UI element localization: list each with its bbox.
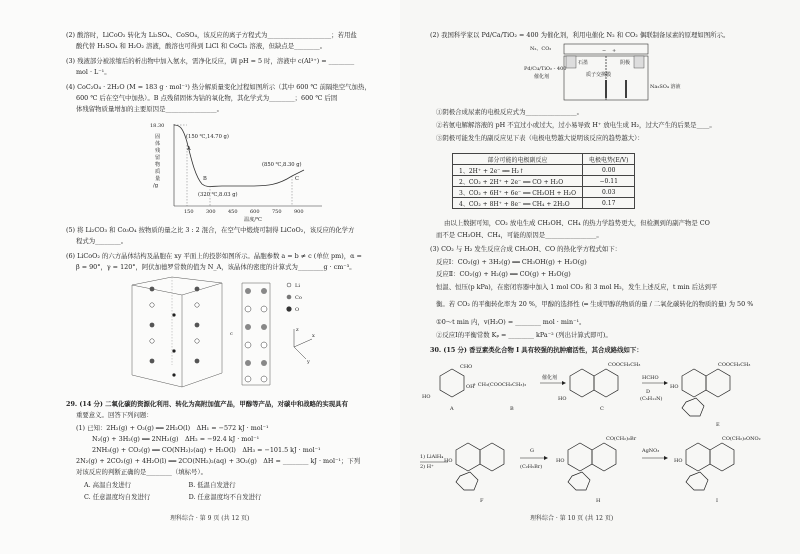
svg-text:CHO: CHO xyxy=(460,364,473,370)
equation-line: 反应Ⅱ：CO₂(g) + H₂(g) ══ CO(g) + H₂O(g) xyxy=(436,270,571,278)
compound-i xyxy=(674,435,761,504)
svg-text:900: 900 xyxy=(294,209,304,215)
svg-text:2) H⁺: 2) H⁺ xyxy=(420,464,434,470)
text-line: 体残留物质量增加的主要原因是________________。 xyxy=(76,105,223,113)
c-axis-label: c xyxy=(230,331,233,337)
svg-text:450: 450 xyxy=(228,209,238,215)
legend xyxy=(286,283,301,313)
legend-o: O xyxy=(295,307,300,313)
right-page xyxy=(400,0,800,554)
table-row xyxy=(453,165,635,176)
ylabel-char: 固 xyxy=(155,134,161,140)
x-axis-label: 温度/℃ xyxy=(244,217,262,223)
text-line: (5) 将 Li₂CO₃ 和 Co₃O₄ 按物质的量之比 3 : 2 混合，在空气中煅烧可制得 LiCoO₂，该反应的化学方 xyxy=(66,226,355,234)
page-footer: 理科综合 · 第 10 页 (共 12 页) xyxy=(530,515,614,522)
equation-line: N₂(g) + 3H₂(g) ══ 2NH₃(g) ΔH₂ = −92.4 kJ · mol⁻¹ xyxy=(92,435,260,443)
text-line: ②反应Ⅰ的平衡常数 Kₚ = ________ kPa⁻² (列出计算式即可)。 xyxy=(436,331,612,339)
text-line: (6) LiCoO₂ 的六方晶体结构及晶胞在 xy 平面上的投影如图所示。晶胞参数 a = b ≠ c (单位 pm)，α = xyxy=(66,252,362,260)
svg-text:Pd/Cu/TiO₂ - 400: Pd/Cu/TiO₂ - 400 xyxy=(524,66,567,72)
compound-f xyxy=(444,443,504,504)
equation-line: 2NH₃(g) + CO₂(g) ══ CO(NH₂)₂(aq) + H₂O(l) ΔH₃ = −101.5 kJ · mol⁻¹ xyxy=(92,446,321,454)
label-c: C xyxy=(600,406,604,412)
svg-text:(C₂H₅Br): (C₂H₅Br) xyxy=(520,464,543,470)
hexagonal-lattice xyxy=(132,277,222,387)
text-line: 而不是 CH₃OH、CH₄，可能的原因是________________。 xyxy=(436,231,603,239)
reaction-cell: 4、CO₂ + 8H⁺ + 8e⁻ ══ CH₄ + 2H₂O xyxy=(453,198,583,209)
text-line: ①0～t min 内，v(H₂O) = ________ mol · min⁻¹。 xyxy=(436,318,586,326)
y-axis-label xyxy=(153,132,161,189)
text-line: (3) 残液部分被浓缩后的析出物中加入氨水，需净化反应，调 pH = 5 时，溶液中 c(Al³⁺) = ________ xyxy=(66,57,355,65)
svg-text:1) LiAlH₄: 1) LiAlH₄ xyxy=(420,454,444,460)
svg-text:z: z xyxy=(296,327,299,333)
svg-text:+: + xyxy=(612,48,617,54)
label-i: I xyxy=(716,498,718,504)
svg-text:阴极: 阴极 xyxy=(620,60,631,66)
text-line: 重要意义。回答下列问题： xyxy=(76,411,153,419)
point-a-label: A xyxy=(187,146,191,152)
text-line: 由以上数据可知，CO₂ 放电生成 CH₃OH、CH₄ 的热力学趋势更大，但检测到的副产物是 CO xyxy=(444,219,710,227)
y-top-tick: 18.30 xyxy=(150,123,165,129)
svg-text:HO: HO xyxy=(558,396,567,402)
label-g: G xyxy=(530,448,534,454)
compound-a xyxy=(422,364,475,412)
svg-text:−: − xyxy=(602,48,607,54)
ylabel-char: 体 xyxy=(155,141,161,147)
svg-text:HO: HO xyxy=(674,458,683,464)
text-line: β = 90°，γ = 120°，阿伏加德罗常数的值为 N_A，该晶体的密度的计算式为________g · cm⁻³。 xyxy=(76,263,356,271)
svg-text:催化剂: 催化剂 xyxy=(534,74,550,80)
reaction-cell: 1、2H⁺ + 2e⁻ ══ H₂↑ xyxy=(453,165,583,176)
svg-text:HO: HO xyxy=(422,394,431,400)
potential-cell: 0.17 xyxy=(583,198,635,209)
text-line: (4) CoC₂O₄ · 2H₂O (M = 183 g · mol⁻¹) 热分解质量变化过程如图所示（其中 600 ℃ 前隔绝空气加热， xyxy=(66,83,371,91)
compound-e xyxy=(670,362,750,428)
electrode-potential-table xyxy=(452,153,635,209)
compound-c xyxy=(558,362,640,412)
legend-li: Li xyxy=(295,283,300,289)
text-line: 600 ℃ 后在空气中加热）。B 点残留固体为钴的氧化物，其化学式为________；600 ℃ 后固 xyxy=(76,94,338,102)
crystal-structure-figure xyxy=(122,275,372,393)
equation-line: 2N₂(g) + 2CO₂(g) + 4H₂O(l) ══ 2CO(NH₂)₂(aq) + 3O₂(g) ΔH = ________ kJ · mol⁻¹；下列 xyxy=(76,457,361,465)
svg-text:600: 600 xyxy=(250,209,260,215)
svg-text:CO(CH₂)₂ONO₂: CO(CH₂)₂ONO₂ xyxy=(722,436,761,442)
label-b: B xyxy=(510,406,514,412)
svg-text:Na₂SO₄ 溶液: Na₂SO₄ 溶液 xyxy=(650,84,681,90)
table-row xyxy=(453,176,635,187)
label-a: A xyxy=(450,406,454,412)
label-d: D xyxy=(646,389,651,395)
svg-text:HO: HO xyxy=(670,384,679,390)
label-e: E xyxy=(716,422,720,428)
svg-text:750: 750 xyxy=(272,209,282,215)
table-header: 电极电势(E/V) xyxy=(583,154,635,165)
tga-chart xyxy=(150,118,330,222)
text-line: ①阴极合成尿素的电极反应式为________________。 xyxy=(436,108,583,116)
projection-cell xyxy=(242,283,270,385)
svg-text:y: y xyxy=(307,359,310,365)
synthesis-scheme xyxy=(420,358,790,508)
ylabel-char: 量 xyxy=(155,176,161,182)
electrolysis-cell-diagram xyxy=(524,42,681,102)
lattice-atoms xyxy=(150,287,200,377)
svg-text:石墨: 石墨 xyxy=(578,60,589,66)
text-line: ②若氨电解解溶液的 pH 不宜过小或过大，过小易导致 H⁺ 放电生成 H₂，过大产生的后果是____。 xyxy=(436,121,716,129)
reaction-cell: 3、CO₂ + 6H⁺ + 6e⁻ ══ CH₃OH + H₂O xyxy=(453,187,583,198)
svg-text:AgNO₃: AgNO₃ xyxy=(642,448,660,454)
svg-text:150: 150 xyxy=(184,209,194,215)
table-row xyxy=(453,198,635,209)
text-line: (2) 我国科学家以 Pd/Ca/TiO₂ = 400 为催化剂，利用电催化 N₂ 和 CO₂ 偶联制备尿素的原理如图所示。 xyxy=(430,31,730,39)
ylabel-char: 质 xyxy=(155,169,161,175)
svg-text:(C₅H₁₁N): (C₅H₁₁N) xyxy=(640,396,663,402)
equation-line: (1) 已知：2H₂(g) + O₂(g) ══ 2H₂O(l) ΔH₁ = −572 kJ · mol⁻¹ xyxy=(76,424,269,432)
q30-heading: 30. (15 分) 香豆素类化合物 I 具有较强的抗肿瘤活性，其合成路线如下： xyxy=(430,346,643,354)
q29-heading: 29. (14 分) 二氧化碳的资源化利用、转化为高附加值产品，甲醇等产品，对碳中和战略的实现具有 xyxy=(66,400,348,408)
point-b-coords: (320 ℃,8.03 g) xyxy=(198,192,238,198)
potential-cell: 0.00 xyxy=(583,165,635,176)
svg-text:COOCH₂CH₃: COOCH₂CH₃ xyxy=(608,362,641,368)
svg-text:HO: HO xyxy=(556,458,565,464)
point-a-coords: (150 ℃,14.70 g) xyxy=(186,134,229,140)
svg-text:HCHO: HCHO xyxy=(642,375,659,381)
table-row xyxy=(453,187,635,198)
ylabel-char: /g xyxy=(153,183,159,189)
text-line: (2) 酸溶时，LiCoO₂ 转化为 Li₂SO₄、CoSO₄，该反应的离子方程式为____________________；若用盐 xyxy=(66,31,357,39)
reaction-cell: 2、CO₂ + 2H⁺ + 2e⁻ ══ CO + H₂O xyxy=(453,176,583,187)
axis-triad xyxy=(294,327,315,365)
text-line: mol · L⁻¹。 xyxy=(76,68,111,76)
table-header: 部分可能的电极副反应 xyxy=(453,154,583,165)
svg-text:HO: HO xyxy=(444,458,453,464)
text-line: (3) CO₂ 与 H₂ 发生反应合成 CH₃OH、CO 的热化学方程式如下： xyxy=(430,245,622,253)
potential-cell: 0.03 xyxy=(583,187,635,198)
text-line: 程式为________。 xyxy=(76,237,128,245)
svg-text:COOCH₂CH₃: COOCH₂CH₃ xyxy=(718,362,751,368)
label-f: F xyxy=(480,498,484,504)
svg-text:OH: OH xyxy=(466,384,475,390)
potential-cell: −0.11 xyxy=(583,176,635,187)
x-ticks xyxy=(184,209,304,215)
page-footer: 理科综合 · 第 9 页 (共 12 页) xyxy=(170,515,250,522)
ylabel-char: 留 xyxy=(155,155,161,161)
label-h: H xyxy=(596,498,601,504)
point-b-name: B xyxy=(203,176,207,182)
reagent-b: + CH₃(COOCH₂CH₃)₂ xyxy=(472,382,527,388)
legend-co: Co xyxy=(295,295,302,301)
text-line: 衡。若 CO₂ 的平衡转化率为 20 %，甲醇的选择性 (═ 生成甲醇的物质的量 / 二氧化碳转化的物质的量) 为 50 % xyxy=(436,300,754,308)
ylabel-char: 残 xyxy=(155,148,161,154)
text-line: 对该反应的判断正确的是________（填标号）。 xyxy=(76,468,208,476)
point-c-coords: (850 ℃,8.30 g) xyxy=(262,162,302,168)
compound-h xyxy=(556,435,637,504)
table-header-row xyxy=(453,154,635,165)
svg-text:CO(CH₂)₂Br: CO(CH₂)₂Br xyxy=(606,436,637,442)
text-line: 恒温、恒压(p kPa)，在密闭容器中加入 1 mol CO₂ 和 3 mol H₂，发生上述反应，t min 后达到平 xyxy=(436,283,718,291)
svg-text:300: 300 xyxy=(206,209,216,215)
text-line: ③阴极可能发生的副反应见下表（电极电势越大说明该反应的趋势越大）： xyxy=(436,134,644,142)
svg-text:质子交换膜: 质子交换膜 xyxy=(586,72,612,78)
equation-line: 反应Ⅰ：CO₂(g) + 3H₂(g) ══ CH₃OH(g) + H₂O(g) xyxy=(436,258,587,266)
svg-text:x: x xyxy=(312,333,315,339)
svg-text:N₂、CO₂: N₂、CO₂ xyxy=(530,46,552,52)
point-c-name: C xyxy=(295,176,299,182)
svg-text:催化剂: 催化剂 xyxy=(542,375,558,381)
ylabel-char: 物 xyxy=(155,162,161,168)
option-line: A. 高温自发进行 B. 低温自发进行 xyxy=(84,481,236,489)
text-line: 酸代替 H₂SO₄ 和 H₂O₂ 溶液，酸溶也可得到 LiCl 和 CoCl₂ 溶液，但缺点是________。 xyxy=(76,42,327,50)
option-line: C. 任意温度均自发进行 D. 任意温度均不自发进行 xyxy=(84,493,262,501)
